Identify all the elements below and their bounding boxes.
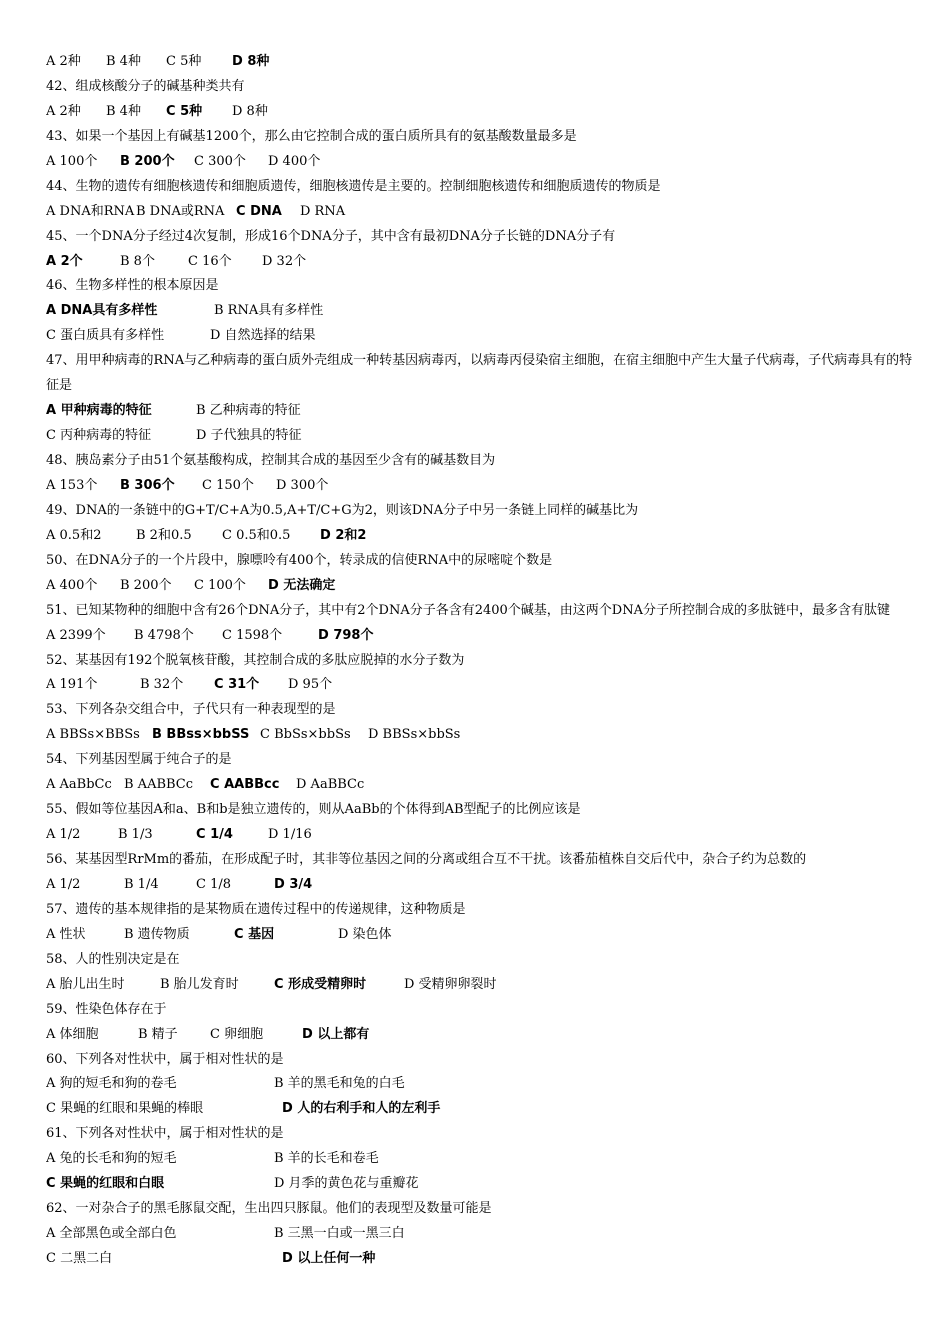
answer-option-correct: C 果蝇的红眼和白眼 <box>46 1176 165 1192</box>
answer-option: C 300个 <box>194 153 246 169</box>
answer-options <box>46 100 916 125</box>
answer-option: B DNA或RNA <box>136 203 225 219</box>
answer-options <box>46 823 916 848</box>
answer-option: A 全部黑色或全部白色 <box>46 1226 177 1242</box>
answer-option-correct: D 2和2 <box>320 527 367 543</box>
answer-option: D 子代独具的特征 <box>196 428 302 444</box>
answer-option-correct: D 无法确定 <box>268 577 336 593</box>
answer-options <box>46 873 916 898</box>
answer-options <box>46 574 916 599</box>
question-text: 55、假如等位基因A和a、B和b是独立遗传的，则从AaBb的个体得到AB型配子的比例应该是 <box>46 802 581 818</box>
answer-option: D 自然选择的结果 <box>210 328 316 344</box>
answer-option: A AaBbCc <box>46 777 112 793</box>
question-text: 48、胰岛素分子由51个氨基酸构成，控制其合成的基因至少含有的碱基数目为 <box>46 453 496 469</box>
answer-option: B 1/4 <box>124 876 159 892</box>
question-text: 46、生物多样性的根本原因是 <box>46 278 219 294</box>
answer-options <box>46 50 916 75</box>
answer-option: C 150个 <box>202 477 254 493</box>
answer-option: A BBSs×BBSs <box>46 727 140 743</box>
answer-option: A 胎儿出生时 <box>46 976 125 992</box>
question-text: 56、某基因型RrMm的番茄，在形成配子时，其非等位基因之间的分离或组合互不干扰。该番茄植株自交后代中，杂合子约为总数的 <box>46 852 807 868</box>
answer-option-correct: A 甲种病毒的特征 <box>46 403 152 419</box>
answer-option-correct: D 3/4 <box>274 876 313 892</box>
question-text: 42、组成核酸分子的碱基种类共有 <box>46 78 245 94</box>
answer-option: A 性状 <box>46 926 86 942</box>
answer-option: C 果蝇的红眼和果蝇的棒眼 <box>46 1101 204 1117</box>
answer-option-correct: B 306个 <box>120 477 175 493</box>
question-text: 51、已知某物种的细胞中含有26个DNA分子，其中有2个DNA分子各含有2400个碱基，由这两个DNA分子所控制合成的多肽链中，最多含有肽键 <box>46 602 890 618</box>
answer-option: C 0.5和0.5 <box>222 527 291 543</box>
answer-options <box>46 1023 916 1048</box>
answer-option-correct: A 2个 <box>46 253 83 269</box>
answer-option: D BBSs×bbSs <box>368 727 461 743</box>
answer-option-correct: C 1/4 <box>196 827 233 843</box>
question-text: 50、在DNA分子的一个片段中，腺嘌呤有400个，转录成的信使RNA中的尿嘧啶个数是 <box>46 552 553 568</box>
answer-options <box>46 1247 916 1272</box>
answer-option: D 1/16 <box>268 827 312 843</box>
answer-option: A 1/2 <box>46 876 81 892</box>
answer-options <box>46 673 916 698</box>
answer-option: B 200个 <box>120 577 172 593</box>
answer-option: A 153个 <box>46 477 98 493</box>
question-text: 57、遗传的基本规律指的是某物质在遗传过程中的传递规律，这种物质是 <box>46 901 466 917</box>
answer-option: B 遗传物质 <box>124 926 190 942</box>
answer-option: D 受精卵卵裂时 <box>404 976 497 992</box>
question-text: 43、如果一个基因上有碱基1200个，那么由它控制合成的蛋白质所具有的氨基酸数量最多是 <box>46 128 577 144</box>
answer-options <box>46 299 916 324</box>
answer-option: B 2和0.5 <box>136 527 192 543</box>
answer-option: A 狗的短毛和狗的卷毛 <box>46 1076 177 1092</box>
answer-option: C 16个 <box>188 253 232 269</box>
answer-option: C 蛋白质具有多样性 <box>46 328 165 344</box>
answer-options <box>46 150 916 175</box>
answer-option: C 5种 <box>166 54 202 69</box>
answer-option: A 0.5和2 <box>46 527 102 543</box>
answer-options <box>46 624 916 649</box>
answer-option: B 4种 <box>106 54 141 69</box>
question-text: 58、人的性别决定是在 <box>46 951 180 967</box>
answer-options <box>46 973 916 998</box>
answer-option: D 400个 <box>268 153 321 169</box>
answer-option: A 2种 <box>46 54 81 69</box>
answer-option: A 1/2 <box>46 827 81 843</box>
document-page <box>46 50 916 1272</box>
answer-option: D 32个 <box>262 253 307 269</box>
question-text: 54、下列基因型属于纯合子的是 <box>46 752 232 768</box>
question-text: 61、下列各对性状中，属于相对性状的是 <box>46 1126 284 1142</box>
answer-option: A 100个 <box>46 153 98 169</box>
answer-option: B 羊的长毛和卷毛 <box>274 1151 379 1167</box>
answer-option: A 400个 <box>46 577 98 593</box>
answer-options <box>46 1172 916 1197</box>
answer-option: C 1598个 <box>222 627 283 643</box>
answer-options <box>46 1222 916 1247</box>
answer-option: D AaBBCc <box>296 777 365 793</box>
answer-option: B 32个 <box>140 677 184 693</box>
answer-option-correct: C 形成受精卵时 <box>274 976 367 992</box>
answer-option-correct: C 基因 <box>234 926 275 942</box>
answer-option: B 8个 <box>120 253 155 269</box>
answer-option-correct: D 以上都有 <box>302 1026 370 1042</box>
answer-options <box>46 1097 916 1122</box>
answer-options <box>46 773 916 798</box>
answer-option: D RNA <box>300 203 346 219</box>
answer-option-correct: C DNA <box>236 203 282 219</box>
answer-option: A 体细胞 <box>46 1026 99 1042</box>
question-text: 52、某基因有192个脱氧核苷酸，其控制合成的多肽应脱掉的水分子数为 <box>46 652 465 668</box>
answer-option: B 4798个 <box>134 627 194 643</box>
answer-options <box>46 200 916 225</box>
answer-option-correct: B 200个 <box>120 153 175 169</box>
answer-option: C 1/8 <box>196 876 232 892</box>
answer-option-correct: B BBss×bbSS <box>152 727 250 743</box>
answer-option: B 1/3 <box>118 827 153 843</box>
answer-option: D 95个 <box>288 677 333 693</box>
question-text: 44、生物的遗传有细胞核遗传和细胞质遗传，细胞核遗传是主要的。控制细胞核遗传和细胞质遗传的物质是 <box>46 178 661 194</box>
answer-options <box>46 524 916 549</box>
answer-option: D 8种 <box>232 103 268 119</box>
question-text: 62、一对杂合子的黑毛豚鼠交配，生出四只豚鼠。他们的表现型及数量可能是 <box>46 1201 492 1217</box>
question-text: 45、一个DNA分子经过4次复制，形成16个DNA分子，其中含有最初DNA分子长链的DNA分子有 <box>46 228 616 244</box>
question-text: 49、DNA的一条链中的G+T/C+A为0.5,A+T/C+G为2，则该DNA分子中另一条链上同样的碱基比为 <box>46 502 639 518</box>
answer-option: C 100个 <box>194 577 246 593</box>
question-text: 47、用甲种病毒的RNA与乙种病毒的蛋白质外壳组成一种转基因病毒丙，以病毒丙侵染宿主细胞，在宿主细胞中产生大量子代病毒，子代病毒具有的特征是 <box>46 353 913 394</box>
answer-option-correct: D 以上任何一种 <box>282 1251 376 1267</box>
answer-option: B 乙种病毒的特征 <box>196 403 301 419</box>
answer-option: C 卵细胞 <box>210 1026 264 1042</box>
answer-option: D 染色体 <box>338 926 392 942</box>
answer-option: C 丙种病毒的特征 <box>46 428 152 444</box>
answer-option: A 2种 <box>46 103 81 119</box>
answer-option-correct: C 5种 <box>166 103 203 119</box>
answer-option: A 191个 <box>46 677 98 693</box>
answer-options <box>46 250 916 275</box>
answer-option: C BbSs×bbSs <box>260 727 351 743</box>
answer-options <box>46 424 916 449</box>
answer-option-correct: D 人的右利手和人的左利手 <box>282 1101 441 1117</box>
answer-option: B 胎儿发育时 <box>160 976 239 992</box>
answer-option-correct: A DNA具有多样性 <box>46 303 158 319</box>
answer-options <box>46 1147 916 1172</box>
answer-options <box>46 723 916 748</box>
answer-options <box>46 324 916 349</box>
answer-option: B 羊的黑毛和兔的白毛 <box>274 1076 405 1092</box>
answer-option-correct: D 8种 <box>232 54 270 69</box>
answer-option-correct: C AABBcc <box>210 777 280 793</box>
answer-option-correct: D 798个 <box>318 627 374 643</box>
answer-option: B 4种 <box>106 103 141 119</box>
answer-options <box>46 923 916 948</box>
answer-option: A 2399个 <box>46 627 106 643</box>
answer-option: A DNA和RNA <box>46 203 135 219</box>
question-text: 60、下列各对性状中，属于相对性状的是 <box>46 1051 284 1067</box>
answer-option: B AABBCc <box>124 777 194 793</box>
question-text: 59、性染色体存在于 <box>46 1001 167 1017</box>
answer-option-correct: C 31个 <box>214 677 260 693</box>
question-text: 53、下列各杂交组合中，子代只有一种表现型的是 <box>46 702 336 718</box>
answer-option: C 二黑二白 <box>46 1251 113 1267</box>
answer-option: B RNA具有多样性 <box>214 303 324 319</box>
answer-options <box>46 474 916 499</box>
answer-option: D 300个 <box>276 477 329 493</box>
answer-option: A 兔的长毛和狗的短毛 <box>46 1151 177 1167</box>
answer-option: B 三黑一白或一黑三白 <box>274 1226 405 1242</box>
answer-options <box>46 1072 916 1097</box>
answer-option: B 精子 <box>138 1026 178 1042</box>
answer-option: D 月季的黄色花与重瓣花 <box>274 1176 419 1192</box>
answer-options <box>46 399 916 424</box>
